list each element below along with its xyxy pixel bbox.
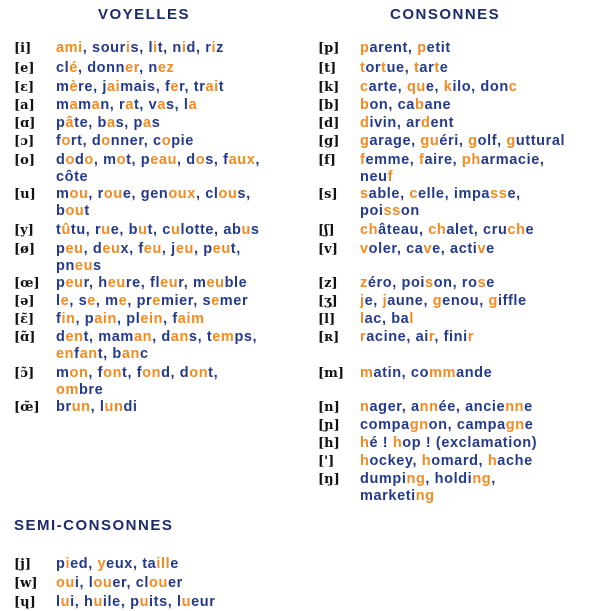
heading-voyelles: VOYELLES — [98, 6, 191, 23]
phoneme-row — [14, 575, 183, 592]
highlighted-grapheme: ou — [56, 575, 75, 591]
highlighted-grapheme: ng — [472, 471, 492, 487]
example-words: parent, petit — [360, 40, 451, 56]
highlighted-grapheme: er — [125, 60, 140, 76]
phoneme-symbol: [b] — [318, 98, 340, 113]
phoneme-symbol: [f] — [318, 153, 336, 168]
phoneme-symbol: [l] — [318, 312, 336, 327]
highlighted-grapheme: r — [428, 329, 435, 345]
highlighted-grapheme: e — [211, 293, 220, 309]
phoneme-row — [318, 186, 521, 220]
phoneme-row — [318, 399, 533, 416]
highlighted-grapheme: d — [360, 115, 370, 131]
highlighted-grapheme: aim — [177, 311, 205, 327]
highlighted-grapheme: o — [116, 152, 127, 168]
phoneme-symbol: [ŋ] — [318, 472, 340, 487]
highlighted-grapheme: eu — [160, 275, 179, 291]
highlighted-grapheme: r — [360, 329, 367, 345]
heading-semi-consonnes: SEMI-CONSONNES — [14, 517, 174, 534]
example-words: dodo, mot, peau, dos, faux, côte — [56, 152, 261, 185]
example-words: tûtu, rue, but, culotte, abus — [56, 222, 260, 238]
highlighted-grapheme: ami — [56, 40, 83, 56]
example-words: hé ! hop ! (exclamation) — [360, 435, 538, 451]
highlighted-grapheme: g — [488, 293, 498, 309]
highlighted-grapheme: an — [121, 346, 140, 362]
highlighted-grapheme: em — [212, 329, 235, 345]
highlighted-grapheme: eu — [74, 258, 94, 274]
phoneme-row — [14, 399, 138, 416]
phoneme-row — [318, 365, 492, 382]
example-words: dent, maman, dans, temps, enfant, banc — [56, 329, 258, 362]
highlighted-grapheme: h — [392, 435, 403, 451]
phoneme-row — [318, 275, 495, 292]
example-words: sable, celle, impasse, poisson — [360, 186, 521, 219]
highlighted-grapheme: r — [467, 329, 474, 345]
example-words: peu, deux, feu, jeu, peut, pneus — [56, 241, 241, 274]
phoneme-symbol: [w] — [14, 576, 38, 591]
highlighted-grapheme: t — [434, 60, 440, 76]
highlighted-grapheme: eu — [107, 275, 126, 291]
phoneme-symbol: [z] — [318, 276, 338, 291]
highlighted-grapheme: t — [381, 60, 387, 76]
highlighted-grapheme: eau — [150, 152, 178, 168]
highlighted-grapheme: u — [181, 594, 192, 610]
example-words: divin, ardent — [360, 115, 455, 131]
highlighted-grapheme: u — [241, 222, 251, 238]
highlighted-grapheme: eu — [175, 241, 194, 257]
example-words: ami, souris, lit, nid, riz — [56, 40, 224, 56]
example-words: peur, heure, fleur, meuble — [56, 275, 248, 291]
highlighted-grapheme: û — [61, 222, 71, 238]
phoneme-symbol: [m] — [318, 366, 345, 381]
highlighted-grapheme: an — [170, 329, 189, 345]
highlighted-grapheme: aux — [228, 152, 256, 168]
highlighted-grapheme: p — [417, 40, 427, 56]
phoneme-symbol: [u] — [14, 187, 36, 202]
phoneme-row — [14, 311, 205, 328]
phoneme-symbol: [ʃ] — [318, 223, 335, 238]
phoneme-row — [318, 329, 474, 346]
highlighted-grapheme: a — [91, 97, 101, 113]
example-words: maman, rat, vas, la — [56, 97, 198, 113]
phoneme-symbol: [h] — [318, 436, 340, 451]
highlighted-grapheme: m — [360, 365, 374, 381]
highlighted-grapheme: e — [152, 293, 161, 309]
highlighted-grapheme: ph — [461, 152, 481, 168]
highlighted-grapheme: e — [60, 293, 70, 309]
highlighted-grapheme: d — [421, 115, 431, 131]
highlighted-grapheme: nn — [419, 399, 439, 415]
highlighted-grapheme: è — [69, 79, 79, 95]
example-words: fin, pain, plein, faim — [56, 311, 205, 327]
highlighted-grapheme: s — [477, 275, 487, 291]
highlighted-grapheme: eu — [212, 241, 231, 257]
highlighted-grapheme: an — [79, 346, 98, 362]
example-words: clé, donner, nez — [56, 60, 175, 76]
example-words: nager, année, ancienne — [360, 399, 533, 415]
highlighted-grapheme: z — [360, 275, 368, 291]
example-words: dumping, holding, marketing — [360, 471, 496, 504]
highlighted-grapheme: h — [360, 435, 370, 451]
highlighted-grapheme: g — [506, 133, 516, 149]
highlighted-grapheme: v — [423, 241, 433, 257]
example-words: brun, lundi — [56, 399, 138, 415]
highlighted-grapheme: ss — [383, 203, 401, 219]
example-words: oui, louer, clouer — [56, 575, 183, 591]
highlighted-grapheme: ain — [94, 311, 117, 327]
phoneme-symbol: [ɥ] — [14, 595, 36, 610]
highlighted-grapheme: eu — [102, 241, 121, 257]
highlighted-grapheme: é — [69, 60, 78, 76]
phoneme-row — [318, 241, 495, 258]
phoneme-symbol: [ɔ] — [14, 134, 35, 149]
highlighted-grapheme: g — [468, 133, 478, 149]
phoneme-symbol: [ɔ̃] — [14, 366, 35, 381]
highlighted-grapheme: u — [139, 594, 150, 610]
highlighted-grapheme: p — [360, 40, 370, 56]
highlighted-grapheme: b — [360, 97, 370, 113]
highlighted-grapheme: en — [65, 329, 84, 345]
phoneme-symbol: [ɑ̃] — [14, 330, 36, 345]
highlighted-grapheme: i — [65, 556, 71, 572]
highlighted-grapheme: g — [360, 133, 370, 149]
highlighted-grapheme: gn — [409, 417, 429, 433]
phoneme-symbol: [j] — [14, 557, 32, 572]
highlighted-grapheme: u — [60, 594, 71, 610]
phoneme-row — [318, 417, 533, 434]
highlighted-grapheme: un — [104, 399, 124, 415]
phoneme-symbol: [ɑ] — [14, 116, 36, 131]
phoneme-symbol: [e] — [14, 61, 35, 76]
highlighted-grapheme: o — [84, 152, 94, 168]
highlighted-grapheme: mm — [429, 365, 457, 381]
highlighted-grapheme: ein — [140, 311, 164, 327]
example-words: compagnon, campagne — [360, 417, 534, 433]
highlighted-grapheme: f — [419, 152, 425, 168]
highlighted-grapheme: eu — [65, 241, 84, 257]
phoneme-symbol: [v] — [318, 242, 338, 257]
example-words: hockey, homard, hache — [360, 453, 533, 469]
phoneme-symbol: [ʀ] — [318, 330, 340, 345]
highlighted-grapheme: gu — [420, 133, 440, 149]
phoneme-symbol: [ə] — [14, 294, 35, 309]
phoneme-row — [14, 186, 251, 220]
highlighted-grapheme: u — [101, 222, 111, 238]
example-words: matin, commande — [360, 365, 493, 381]
highlighted-grapheme: qu — [406, 79, 426, 95]
highlighted-grapheme: ss — [490, 186, 508, 202]
example-words: pâte, bas, pas — [56, 115, 161, 131]
phoneme-row — [318, 311, 414, 328]
phoneme-symbol: [t] — [318, 61, 337, 76]
phoneme-row — [14, 133, 194, 150]
phoneme-symbol: [y] — [14, 223, 34, 238]
highlighted-grapheme: ai — [205, 79, 219, 95]
highlighted-grapheme: ch — [428, 222, 447, 238]
highlighted-grapheme: ou — [69, 186, 89, 202]
phoneme-symbol: ['] — [318, 454, 335, 469]
phoneme-row — [14, 152, 260, 186]
phoneme-symbol: [ø] — [14, 242, 35, 257]
phoneme-symbol: [g] — [318, 134, 340, 149]
highlighted-grapheme: ou — [218, 186, 238, 202]
phoneme-row — [14, 594, 215, 611]
highlighted-grapheme: ch — [507, 222, 526, 238]
phoneme-row — [318, 435, 537, 452]
example-words: carte, que, kilo, donc — [360, 79, 518, 95]
phoneme-row — [14, 556, 179, 573]
highlighted-grapheme: oux — [168, 186, 196, 202]
phoneme-row — [14, 115, 160, 132]
highlighted-grapheme: a — [125, 97, 134, 113]
highlighted-grapheme: on — [142, 365, 162, 381]
phoneme-symbol: [d] — [318, 116, 340, 131]
highlighted-grapheme: i — [181, 40, 187, 56]
phoneme-symbol: [p] — [318, 41, 340, 56]
phoneme-symbol: [a] — [14, 98, 35, 113]
highlighted-grapheme: u — [170, 222, 181, 238]
phoneme-symbol: [œ] — [14, 276, 40, 291]
phoneme-symbol: [ɛ] — [14, 80, 35, 95]
example-words: zéro, poison, rose — [360, 275, 495, 291]
highlighted-grapheme: o — [61, 133, 71, 149]
example-words: pied, yeux, taille — [56, 556, 179, 572]
highlighted-grapheme: om — [56, 382, 79, 398]
phoneme-row — [318, 79, 517, 96]
highlighted-grapheme: t — [360, 60, 366, 76]
phoneme-row — [318, 152, 545, 186]
phoneme-row — [14, 222, 260, 239]
example-words: lac, bal — [360, 311, 414, 327]
highlighted-grapheme: c — [508, 79, 518, 95]
highlighted-grapheme: gn — [505, 417, 525, 433]
highlighted-grapheme: a — [106, 115, 116, 131]
phoneme-row — [318, 40, 451, 57]
phoneme-row — [318, 97, 451, 114]
highlighted-grapheme: h — [421, 453, 432, 469]
highlighted-grapheme: ch — [360, 222, 379, 238]
highlighted-grapheme: a — [143, 115, 152, 131]
highlighted-grapheme: ill — [156, 556, 171, 572]
phoneme-row — [14, 60, 174, 77]
phoneme-symbol: [ɛ̃] — [14, 312, 35, 327]
phoneme-row — [318, 471, 496, 505]
highlighted-grapheme: t — [413, 60, 420, 76]
phoneme-row — [318, 133, 565, 150]
phoneme-row — [14, 365, 218, 399]
highlighted-grapheme: i — [153, 40, 158, 56]
highlighted-grapheme: a — [69, 97, 79, 113]
highlighted-grapheme: f — [360, 152, 366, 168]
highlighted-grapheme: in — [61, 311, 76, 327]
phoneme-symbol: [s] — [318, 187, 338, 202]
example-words: lui, huile, puits, lueur — [56, 594, 216, 610]
highlighted-grapheme: i — [125, 40, 131, 56]
highlighted-grapheme: o — [65, 152, 75, 168]
phoneme-symbol: [ɲ] — [318, 418, 340, 433]
highlighted-grapheme: o — [195, 152, 206, 168]
highlighted-grapheme: b — [414, 97, 425, 113]
highlighted-grapheme: s — [425, 275, 434, 291]
highlighted-grapheme: eu — [65, 275, 84, 291]
highlighted-grapheme: ou — [149, 575, 168, 591]
highlighted-grapheme: l — [409, 311, 414, 327]
phoneme-symbol: [ʒ] — [318, 294, 338, 309]
highlighted-grapheme: ai — [106, 79, 121, 95]
highlighted-grapheme: ng — [406, 471, 426, 487]
highlighted-grapheme: ng — [415, 488, 435, 504]
highlighted-grapheme: on — [69, 365, 89, 381]
phoneme-symbol: [n] — [318, 400, 340, 415]
highlighted-grapheme: o — [161, 133, 172, 149]
highlighted-grapheme: k — [443, 79, 453, 95]
highlighted-grapheme: nn — [505, 399, 525, 415]
example-words: racine, air, finir — [360, 329, 474, 345]
phoneme-row — [14, 79, 224, 96]
highlighted-grapheme: j — [360, 293, 365, 309]
phoneme-row — [318, 222, 534, 239]
phoneme-symbol: [o] — [14, 153, 35, 168]
phoneme-row — [14, 329, 257, 363]
highlighted-grapheme: ou — [93, 575, 113, 591]
phoneme-symbol: [œ̃] — [14, 400, 40, 415]
phoneme-row — [14, 293, 248, 310]
highlighted-grapheme: i — [211, 40, 217, 56]
highlighted-grapheme: j — [382, 293, 388, 309]
highlighted-grapheme: e — [87, 293, 96, 309]
example-words: femme, faire, pharmacie, neuf — [360, 152, 545, 185]
phoneme-row — [318, 115, 454, 132]
highlighted-grapheme: â — [65, 115, 75, 131]
highlighted-grapheme: v — [360, 241, 369, 257]
example-words: château, chalet, cruche — [360, 222, 535, 238]
phoneme-row — [318, 453, 533, 470]
highlighted-grapheme: y — [97, 556, 107, 572]
highlighted-grapheme: ou — [103, 186, 123, 202]
phoneme-row — [14, 97, 197, 114]
example-words: je, jaune, genou, giffle — [360, 293, 527, 309]
phoneme-row — [14, 275, 247, 292]
example-words: bon, cabane — [360, 97, 452, 113]
highlighted-grapheme: f — [387, 169, 394, 185]
highlighted-grapheme: l — [360, 311, 365, 327]
phoneme-row — [318, 293, 527, 310]
example-words: fort, donner, copie — [56, 133, 194, 149]
phoneme-row — [14, 40, 224, 57]
example-words: mou, roue, genoux, clous, bout — [56, 186, 251, 219]
highlighted-grapheme: on — [103, 365, 123, 381]
highlighted-grapheme: eu — [206, 275, 225, 291]
example-words: tortue, tarte — [360, 60, 449, 76]
highlighted-grapheme: c — [409, 186, 419, 202]
highlighted-grapheme: eu — [143, 241, 162, 257]
highlighted-grapheme: e — [118, 293, 128, 309]
highlighted-grapheme: u — [138, 222, 148, 238]
highlighted-grapheme: h — [487, 453, 498, 469]
example-words: mère, jaimais, fer, trait — [56, 79, 225, 95]
highlighted-grapheme: n — [360, 399, 370, 415]
highlighted-grapheme: an — [133, 329, 153, 345]
phoneme-symbol: [i] — [14, 41, 32, 56]
highlighted-grapheme: on — [189, 365, 209, 381]
highlighted-grapheme: h — [360, 453, 370, 469]
highlighted-grapheme: c — [360, 79, 369, 95]
highlighted-grapheme: o — [101, 133, 111, 149]
highlighted-grapheme: ez — [157, 60, 175, 76]
heading-consonnes: CONSONNES — [390, 6, 501, 23]
highlighted-grapheme: u — [93, 594, 103, 610]
highlighted-grapheme: en — [56, 346, 75, 362]
highlighted-grapheme: v — [477, 241, 487, 257]
highlighted-grapheme: g — [432, 293, 443, 309]
example-words: voler, cave, active — [360, 241, 495, 257]
highlighted-grapheme: a — [157, 97, 167, 113]
highlighted-grapheme: ou — [65, 203, 85, 219]
highlighted-grapheme: un — [71, 399, 91, 415]
example-words: le, se, me, premier, semer — [56, 293, 249, 309]
highlighted-grapheme: e — [170, 79, 180, 95]
highlighted-grapheme: s — [360, 186, 369, 202]
example-words: mon, font, fond, dont, ombre — [56, 365, 219, 398]
phoneme-row — [318, 60, 448, 77]
phoneme-row — [14, 241, 241, 275]
example-words: garage, guéri, golf, guttural — [360, 133, 566, 149]
highlighted-grapheme: a — [188, 97, 198, 113]
phoneme-symbol: [k] — [318, 80, 340, 95]
